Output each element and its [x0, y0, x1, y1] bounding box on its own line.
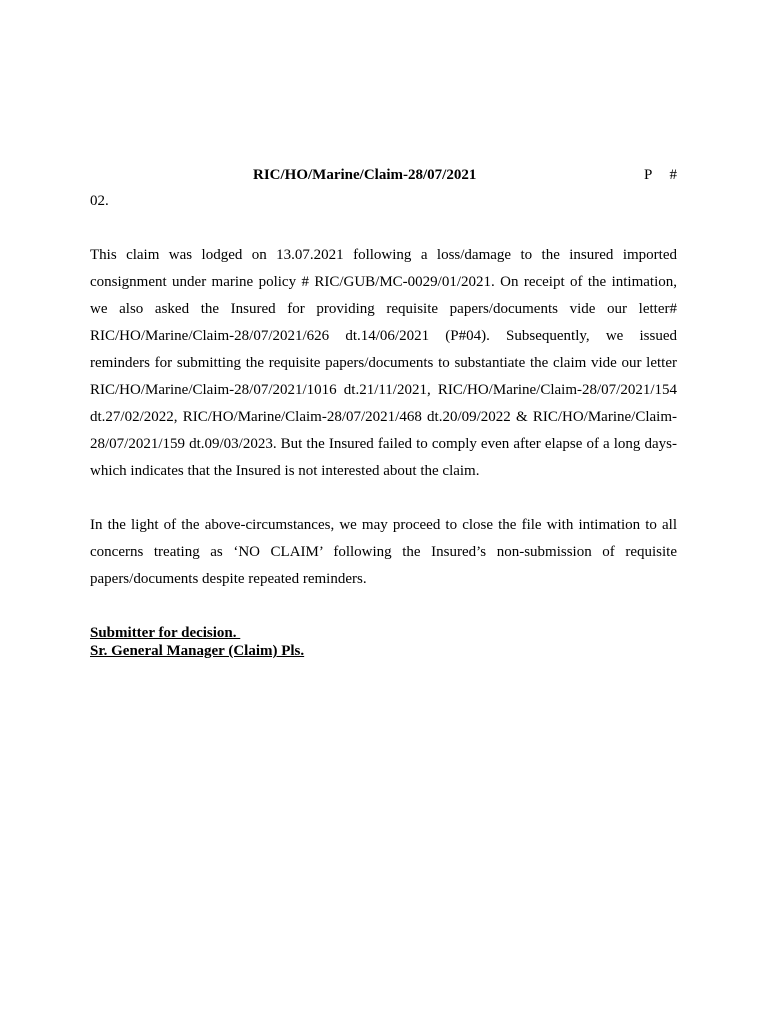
reference-title: RIC/HO/Marine/Claim-28/07/2021	[253, 167, 477, 183]
signoff-submission-line: Submitter for decision.	[90, 625, 241, 641]
signoff-block	[90, 624, 677, 660]
page-number: 02.	[90, 193, 109, 209]
page-marker: P #	[643, 167, 677, 183]
document-page	[90, 164, 677, 660]
document-header	[90, 164, 677, 188]
signoff-recipient-line: Sr. General Manager (Claim) Pls.	[90, 643, 305, 659]
recommendation-paragraph: In the light of the above-circumstances, we may proceed to close the file with intimation to all concerns treating as ‘NO CLAIM’ following the Insured’s non-submission of requisite papers/documents despite repeated reminders.	[90, 517, 677, 587]
claim-summary-paragraph: This claim was lodged on 13.07.2021 following a loss/damage to the insured imported consignment under marine policy # RIC/GUB/MC-0029/01/2021. On receipt of the intimation, we also asked the Insured for providing requisite papers/documents vide our letter# RIC/HO/Marine/Claim-28/07/2021/626 dt.14/06/2021 (P#04). Subsequently, we issued reminders for submitting the requisite papers/documents to substantiate the claim vide our letter RIC/HO/Marine/Claim-28/07/2021/1016 dt.21/11/2021, RIC/HO/Marine/Claim-28/07/2021/154 dt.27/02/2022, RIC/HO/Marine/Claim-28/07/2021/468 dt.20/09/2022 & RIC/HO/Marine/Claim-28/07/2021/159 dt.09/03/2023. But the Insured failed to comply even after elapse of a long days-which indicates that the Insured is not interested about the claim.	[90, 247, 677, 479]
